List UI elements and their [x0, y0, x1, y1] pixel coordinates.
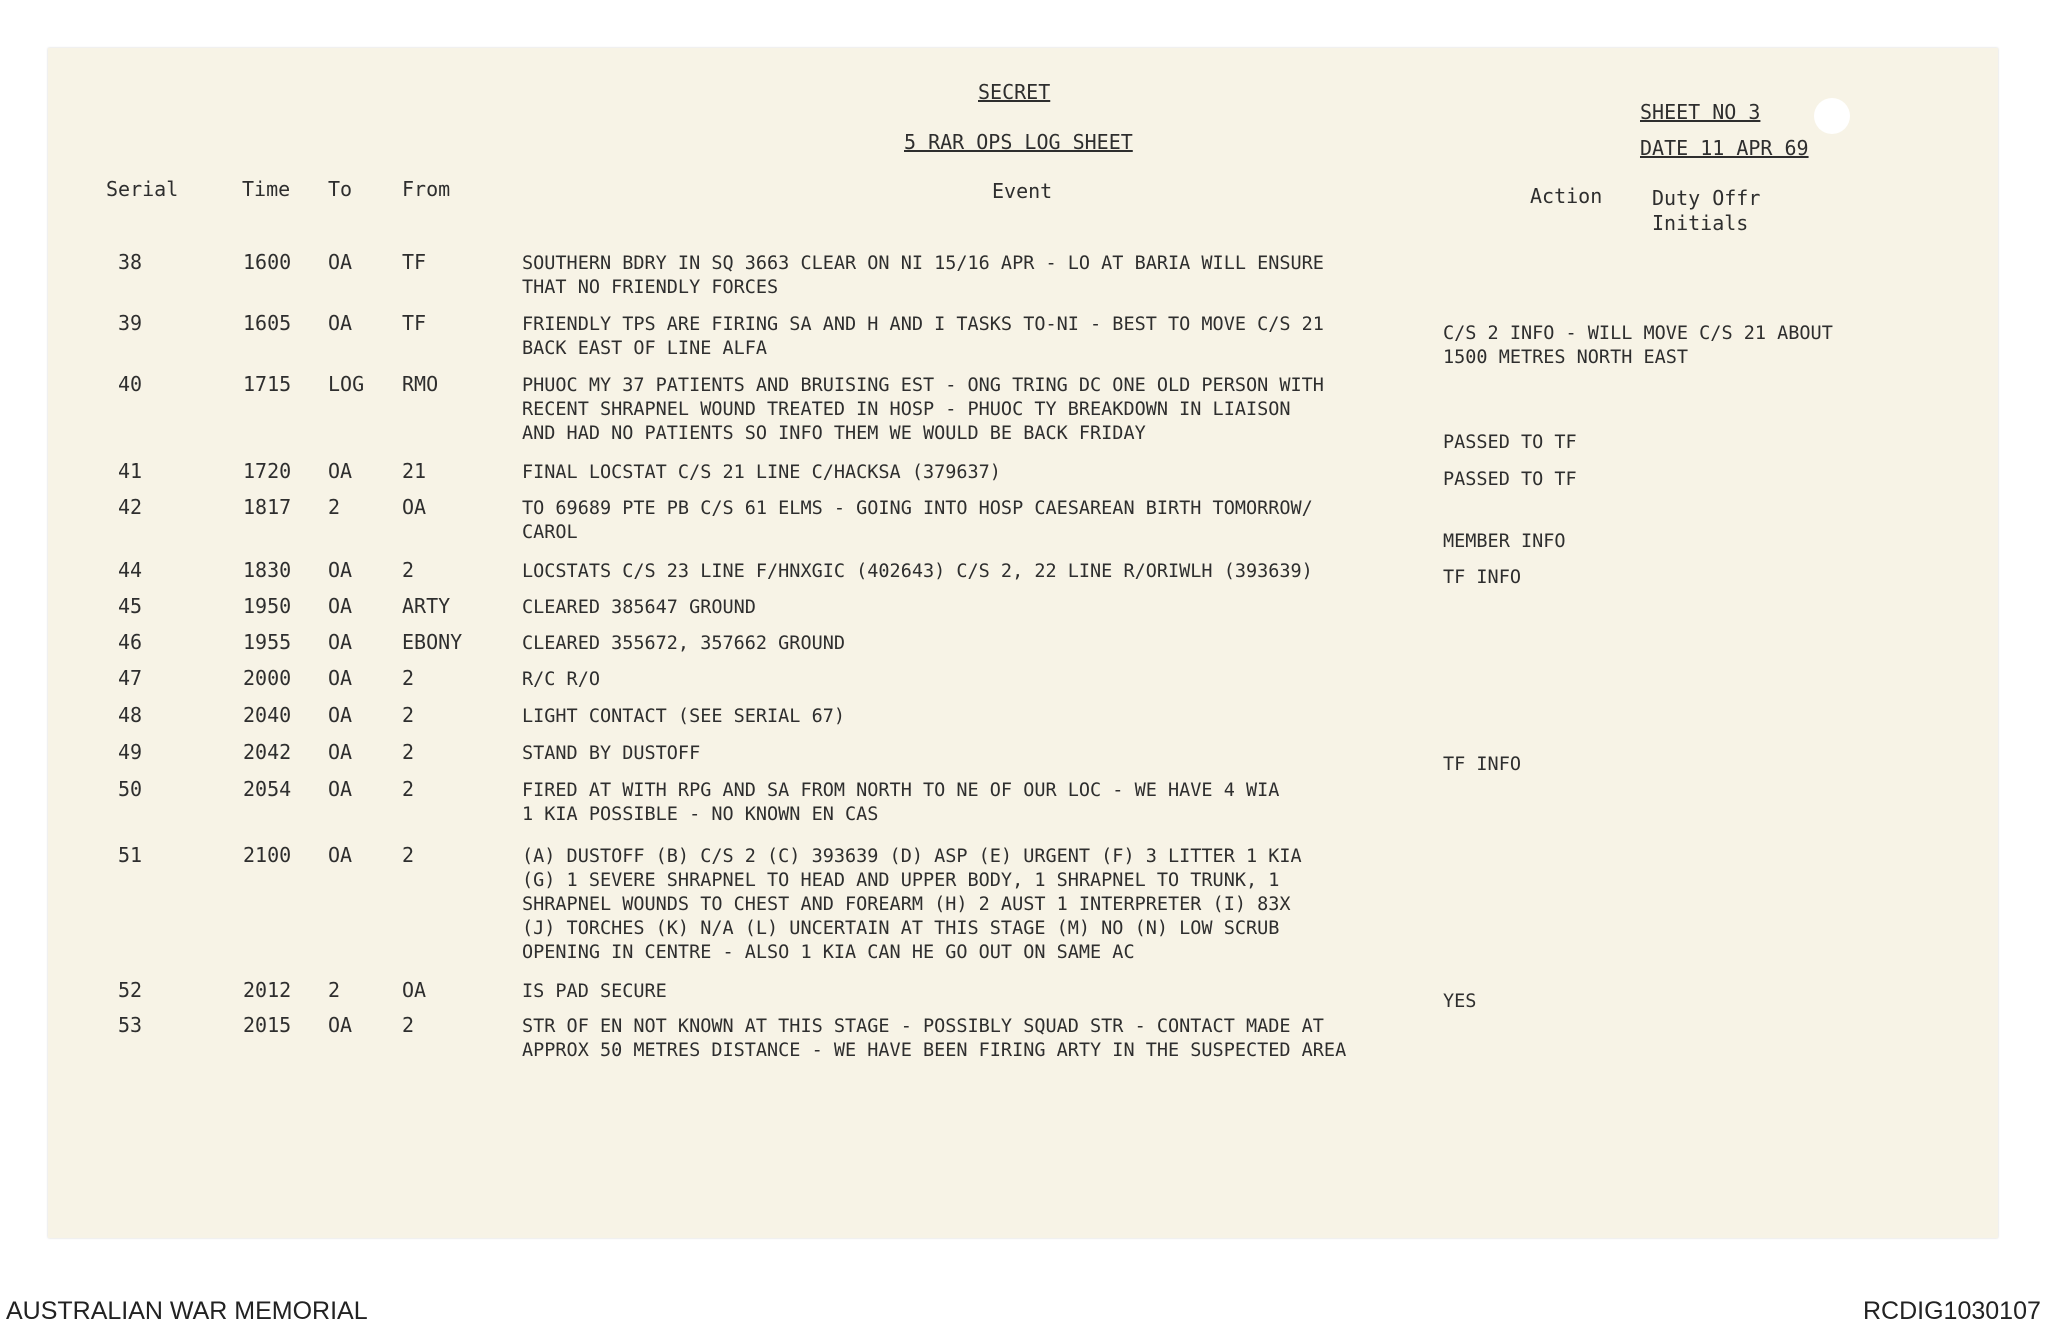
row-serial-cell: 47: [118, 666, 143, 690]
row-time-cell: 1720: [243, 459, 292, 483]
row-event-cell: (A) DUSTOFF (B) C/S 2 (C) 393639 (D) ASP (E) URGENT (F) 3 LITTER 1 KIA (G) 1 SEVERE SHRAPNEL TO HEAD AND UPPER BODY, 1 SHRAPNEL TO TRUNK, 1 SHRAPNEL WOUNDS TO CHEST AND FOREARM (H) 2 AUST 1 INTERPRETER (I) 83X (J) TORCHES (K) N/A (L) UNCERTAIN AT THIS STAGE (M) NO (N) LOW SCRUB OPENING IN CENTRE - ALSO 1 KIA CAN HE GO OUT ON SAME AC: [522, 846, 1302, 963]
row-event-cell: FRIENDLY TPS ARE FIRING SA AND H AND I TASKS TO-NI - BEST TO MOVE C/S 21 BACK EAST OF LINE ALFA: [522, 314, 1324, 359]
row-time-cell: 2000: [243, 666, 292, 690]
row-action-cell: MEMBER INFO: [1443, 531, 1566, 552]
column-header-event: Event: [992, 179, 1053, 203]
row-event-cell: CLEARED 385647 GROUND: [522, 597, 756, 618]
row-to-cell: OA: [328, 459, 353, 483]
column-header-to: To: [328, 177, 353, 201]
row-from-cell: EBONY: [402, 630, 463, 654]
row-time-cell: 2040: [243, 703, 292, 727]
row-from-cell: OA: [402, 978, 427, 1002]
row-from-cell: RMO: [402, 372, 439, 396]
column-header-from: From: [402, 177, 451, 201]
row-event-cell: PHUOC MY 37 PATIENTS AND BRUISING EST - ONG TRING DC ONE OLD PERSON WITH RECENT SHRAPNEL WOUND TREATED IN HOSP - PHUOC TY BREAKDOWN IN LIAISON AND HAD NO PATIENTS SO INFO THEM WE WOULD BE BACK FRIDAY: [522, 375, 1324, 444]
row-time-cell: 2100: [243, 843, 292, 867]
column-header-time: Time: [242, 177, 291, 201]
row-to-cell: OA: [328, 740, 353, 764]
row-from-cell: TF: [402, 311, 427, 335]
column-header-action: Action: [1530, 184, 1603, 208]
row-to-cell: 2: [328, 978, 341, 1002]
column-header-serial: Serial: [106, 177, 179, 201]
row-from-cell: 2: [402, 558, 415, 582]
row-time-cell: 1955: [243, 630, 292, 654]
row-event-cell: SOUTHERN BDRY IN SQ 3663 CLEAR ON NI 15/16 APR - LO AT BARIA WILL ENSURE THAT NO FRIENDLY FORCES: [522, 253, 1324, 298]
row-to-cell: OA: [328, 594, 353, 618]
row-from-cell: 2: [402, 843, 415, 867]
row-event-cell: LOCSTATS C/S 23 LINE F/HNXGIC (402643) C/S 2, 22 LINE R/ORIWLH (393639): [522, 561, 1313, 582]
row-to-cell: OA: [328, 311, 353, 335]
row-time-cell: 1600: [243, 250, 292, 274]
row-to-cell: OA: [328, 558, 353, 582]
row-time-cell: 1605: [243, 311, 292, 335]
row-to-cell: OA: [328, 843, 353, 867]
row-time-cell: 2054: [243, 777, 292, 801]
punch-hole: [1814, 98, 1850, 134]
row-serial-cell: 40: [118, 372, 143, 396]
row-to-cell: LOG: [328, 372, 365, 396]
row-action-cell: PASSED TO TF: [1443, 432, 1577, 453]
row-action-cell: TF INFO: [1443, 567, 1521, 588]
row-to-cell: 2: [328, 495, 341, 519]
row-from-cell: 2: [402, 740, 415, 764]
row-event-cell: LIGHT CONTACT (SEE SERIAL 67): [522, 706, 846, 727]
row-action-cell: PASSED TO TF: [1443, 469, 1577, 490]
row-serial-cell: 42: [118, 495, 143, 519]
row-from-cell: 2: [402, 703, 415, 727]
row-action-cell: YES: [1443, 991, 1477, 1012]
row-serial-cell: 46: [118, 630, 143, 654]
column-header-duty-officer-initials: Duty Offr Initials: [1652, 186, 1761, 235]
row-event-cell: TO 69689 PTE PB C/S 61 ELMS - GOING INTO HOSP CAESAREAN BIRTH TOMORROW/ CAROL: [522, 498, 1313, 543]
row-from-cell: OA: [402, 495, 427, 519]
row-serial-cell: 48: [118, 703, 143, 727]
document-title: 5 RAR OPS LOG SHEET: [904, 130, 1133, 154]
footer-source-label: AUSTRALIAN WAR MEMORIAL: [6, 1297, 368, 1325]
row-to-cell: OA: [328, 703, 353, 727]
row-from-cell: 21: [402, 459, 427, 483]
row-from-cell: ARTY: [402, 594, 451, 618]
row-to-cell: OA: [328, 666, 353, 690]
classification-marking: SECRET: [978, 80, 1051, 104]
row-serial-cell: 45: [118, 594, 143, 618]
row-time-cell: 2012: [243, 978, 292, 1002]
row-time-cell: 1817: [243, 495, 292, 519]
row-serial-cell: 38: [118, 250, 143, 274]
row-to-cell: OA: [328, 1013, 353, 1037]
row-serial-cell: 49: [118, 740, 143, 764]
row-event-cell: FINAL LOCSTAT C/S 21 LINE C/HACKSA (379637): [522, 462, 1001, 483]
row-serial-cell: 44: [118, 558, 143, 582]
sheet-date: DATE 11 APR 69: [1640, 136, 1809, 160]
row-time-cell: 2015: [243, 1013, 292, 1037]
sheet-number: SHEET NO 3: [1640, 100, 1761, 124]
row-time-cell: 1830: [243, 558, 292, 582]
row-serial-cell: 39: [118, 311, 143, 335]
row-event-cell: FIRED AT WITH RPG AND SA FROM NORTH TO NE OF OUR LOC - WE HAVE 4 WIA 1 KIA POSSIBLE - NO KNOWN EN CAS: [522, 780, 1280, 825]
row-action-cell: C/S 2 INFO - WILL MOVE C/S 21 ABOUT 1500 METRES NORTH EAST: [1443, 323, 1833, 368]
row-from-cell: TF: [402, 250, 427, 274]
row-serial-cell: 52: [118, 978, 143, 1002]
row-time-cell: 1715: [243, 372, 292, 396]
row-from-cell: 2: [402, 1013, 415, 1037]
row-event-cell: STR OF EN NOT KNOWN AT THIS STAGE - POSSIBLY SQUAD STR - CONTACT MADE AT APPROX 50 METRES DISTANCE - WE HAVE BEEN FIRING ARTY IN THE SUSPECTED AREA: [522, 1016, 1347, 1061]
row-action-cell: TF INFO: [1443, 754, 1521, 775]
row-to-cell: OA: [328, 777, 353, 801]
row-time-cell: 1950: [243, 594, 292, 618]
row-serial-cell: 53: [118, 1013, 143, 1037]
row-serial-cell: 41: [118, 459, 143, 483]
row-time-cell: 2042: [243, 740, 292, 764]
row-to-cell: OA: [328, 250, 353, 274]
row-from-cell: 2: [402, 777, 415, 801]
row-event-cell: R/C R/O: [522, 669, 600, 690]
footer-record-id: RCDIG1030107: [1863, 1297, 2041, 1325]
row-to-cell: OA: [328, 630, 353, 654]
row-serial-cell: 51: [118, 843, 143, 867]
row-serial-cell: 50: [118, 777, 143, 801]
row-event-cell: IS PAD SECURE: [522, 981, 667, 1002]
row-event-cell: STAND BY DUSTOFF: [522, 743, 701, 764]
row-event-cell: CLEARED 355672, 357662 GROUND: [522, 633, 846, 654]
row-from-cell: 2: [402, 666, 415, 690]
